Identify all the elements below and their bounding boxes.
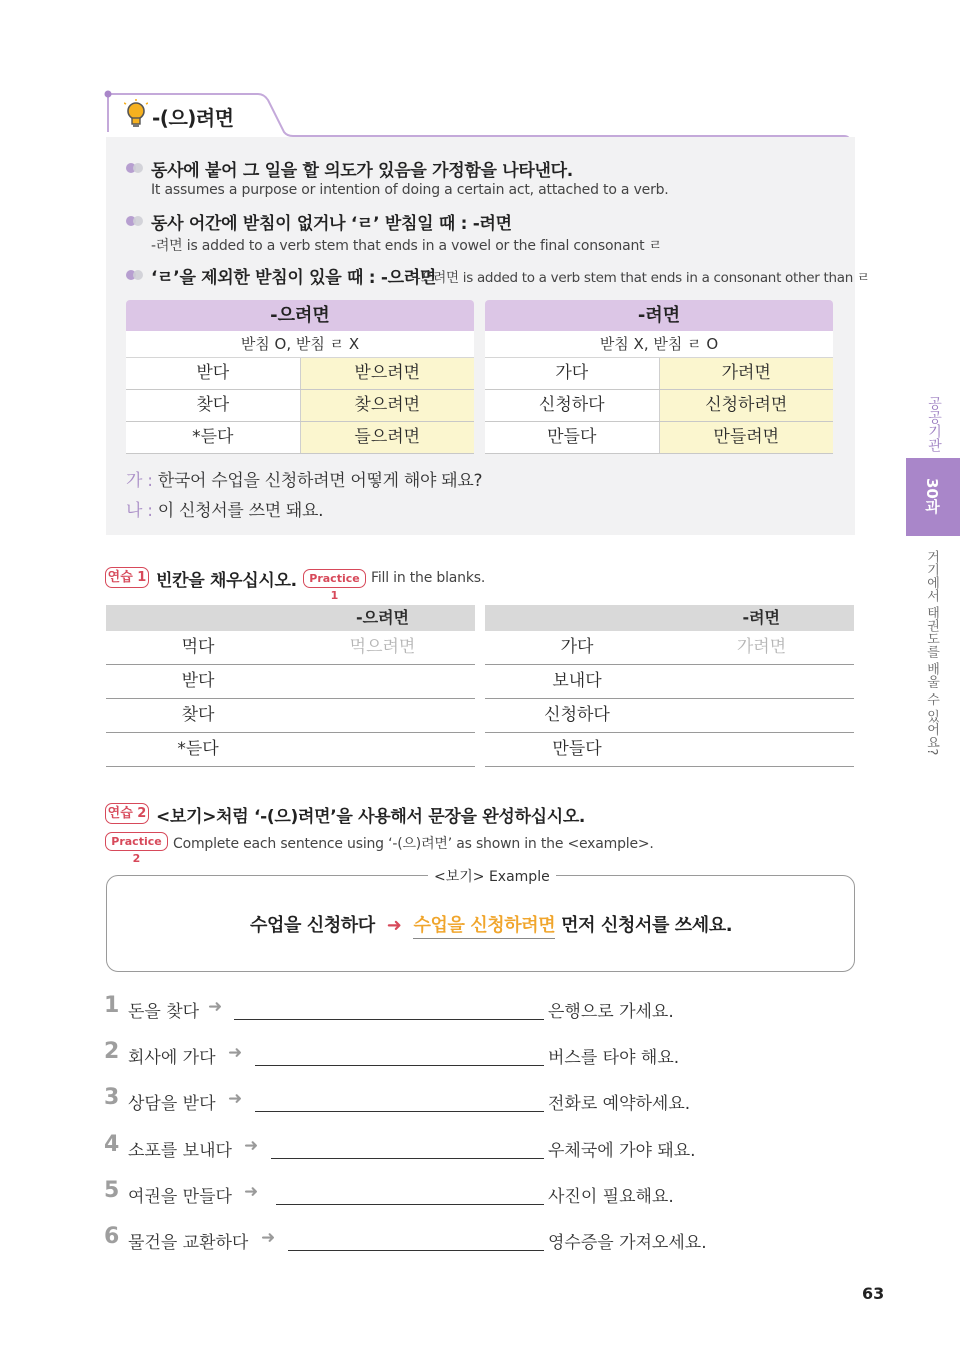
arrow-right-icon: ➜ [228,1089,243,1109]
answer-line[interactable] [234,1019,544,1020]
verb-base: *듣다 [126,422,301,453]
page-number: 63 [862,1284,885,1303]
explanation-en: It assumes a purpose or intention of doing a certain act, attached to a verb. [151,182,669,198]
answer-example: 가려면 [736,637,787,657]
exercise-prompt: 여권을 만들다 [128,1187,232,1207]
answer-line[interactable] [255,1111,544,1112]
exercise-item [104,1178,704,1208]
table-header: -으려면 [106,605,475,631]
exercise-rest: 은행으로 가세요. [548,1002,674,1022]
exercise-prompt: 소포를 보내다 [128,1141,232,1161]
practice2-title-en: Complete each sentence using ‘-(으)려면’ as shown in the <example>. [173,836,654,852]
table-row: *듣다 [106,733,475,767]
table-row: 신청하다 [485,699,854,733]
verb-base: 만들다 [485,422,660,453]
explanation-en: -으려면 is added to a verb stem that ends in a consonant other than ㄹ [416,270,870,286]
arrow-right-icon: ➜ [386,915,402,936]
table-row [485,358,833,390]
arrow-right-icon: ➜ [244,1136,259,1156]
side-section-label: 공공기관 [926,396,942,452]
table-row [485,390,833,422]
practice2-title-ko: <보기>처럼 ‘-(으)려면’을 사용해서 문장을 완성하십시오. [156,807,586,827]
practice1-title-ko: 빈칸을 채우십시오. [156,571,297,591]
lightbulb-icon [124,99,148,131]
verb-conjugated: 만들려면 [660,422,834,453]
exercise-number: 4 [104,1132,120,1157]
explanation-en: -려면 is added to a verb stem that ends in a vowel or the final consonant ㄹ [151,238,662,254]
verb-conjugated: 신청하려면 [660,390,834,421]
practice2-badge-ko: 연습 2 [105,803,149,824]
answer-line[interactable] [271,1158,544,1159]
exercise-number: 3 [104,1085,120,1110]
dialog-text: 한국어 수업을 신청하려면 어떻게 해야 돼요? [157,471,483,491]
table-row: 먹다 먹으려면 [106,631,475,665]
table-header: -으려면 [126,300,474,331]
speaker-label: 가 [126,471,143,491]
answer-example: 먹으려면 [349,637,416,657]
conjugation-table-euryeomyeon [126,300,474,454]
exercise-rest: 사진이 필요해요. [548,1187,674,1207]
exercise-rest: 전화로 예약하세요. [548,1094,691,1114]
arrow-right-icon: ➜ [244,1182,259,1202]
exercise-prompt: 상담을 받다 [128,1094,216,1114]
table-subheader: 받침 O, 받침 ㄹ X [126,331,474,358]
exercise-item [104,1085,704,1115]
side-lesson-label: 30과 [923,478,941,514]
table-subheader: 받침 X, 받침 ㄹ O [485,331,833,358]
answer-line[interactable] [255,1065,544,1066]
explanation-ko: ‘ㄹ’을 제외한 받침이 있을 때 : -으려면 [151,268,436,288]
exercise-rest: 영수증을 가져오세요. [548,1233,707,1253]
verb-base: 가다 [485,358,660,389]
exercise-number: 1 [104,993,120,1018]
exercise-item [104,1224,707,1254]
table-header: -려면 [485,605,854,631]
verb-base: 받다 [126,358,301,389]
practice1-table-left [106,605,475,767]
explanation-ko: 동사 어간에 받침이 없거나 ‘ㄹ’ 받침일 때 : -려면 [151,214,512,234]
side-section-tab[interactable] [906,370,960,458]
answer-line[interactable] [276,1204,544,1205]
bullet-icon [126,216,144,226]
exercise-prompt: 돈을 찾다 [128,1002,200,1022]
example-sentence [250,911,732,937]
exercise-item [104,1132,704,1162]
example-label: <보기> Example [428,866,556,886]
table-row [485,422,833,454]
verb-base: 신청하다 [485,390,660,421]
arrow-right-icon: ➜ [208,997,223,1017]
verb-conjugated: 가려면 [660,358,834,389]
speaker-label: 나 [126,501,143,521]
bullet-icon [126,270,144,280]
side-lesson-title: 거기에서 태권도를 배울 수 있어요? [924,550,939,756]
bullet-icon [126,163,144,173]
table-row: 보내다 [485,665,854,699]
dialog-line-1: 가 : 한국어 수업을 신청하려면 어떻게 해야 돼요? [126,471,483,491]
explanation-ko: 동사에 붙어 그 일을 할 의도가 있음을 가정함을 나타낸다. [151,161,573,181]
answer-line[interactable] [288,1250,544,1251]
practice1-table-right [485,605,854,767]
verb-conjugated: 찾으려면 [301,390,475,421]
arrow-right-icon: ➜ [228,1043,243,1063]
verb-conjugated: 들으려면 [301,422,475,453]
dialog-text: 이 신청서를 쓰면 돼요. [157,501,324,521]
table-row: 만들다 [485,733,854,767]
exercise-number: 6 [104,1224,120,1249]
exercise-item [104,993,704,1023]
conjugation-table-ryeomyeon [485,300,833,454]
practice1-badge-ko: 연습 1 [105,567,149,588]
arrow-right-icon: ➜ [261,1228,276,1248]
verb-base: 찾다 [126,390,301,421]
table-row [126,358,474,390]
table-row: 받다 [106,665,475,699]
dialog-line-2: 나 : 이 신청서를 쓰면 돼요. [126,501,324,521]
verb-conjugated: 받으려면 [301,358,475,389]
table-row: 가다 가려면 [485,631,854,665]
exercise-rest: 버스를 타야 해요. [548,1048,680,1068]
practice2-badge-en: Practice 2 [105,832,168,851]
table-header: -려면 [485,300,833,331]
exercise-rest: 우체국에 가야 돼요. [548,1141,696,1161]
exercise-item [104,1039,704,1069]
exercise-prompt: 물건을 교환하다 [128,1233,249,1253]
practice1-title-en: Fill in the blanks. [371,570,486,586]
table-row [126,390,474,422]
grammar-title: -(으)려면 [152,106,234,130]
table-row [126,422,474,454]
exercise-prompt: 회사에 가다 [128,1048,216,1068]
table-row: 찾다 [106,699,475,733]
side-lesson-tab[interactable] [906,458,960,536]
exercise-number: 2 [104,1039,120,1064]
example-prompt: 수업을 신청하다 [250,915,375,936]
example-answer: 수업을 신청하려면 [413,915,555,939]
example-rest: 먼저 신청서를 쓰세요. [561,915,733,936]
exercise-number: 5 [104,1178,120,1203]
practice1-badge-en: Practice 1 [303,569,366,588]
